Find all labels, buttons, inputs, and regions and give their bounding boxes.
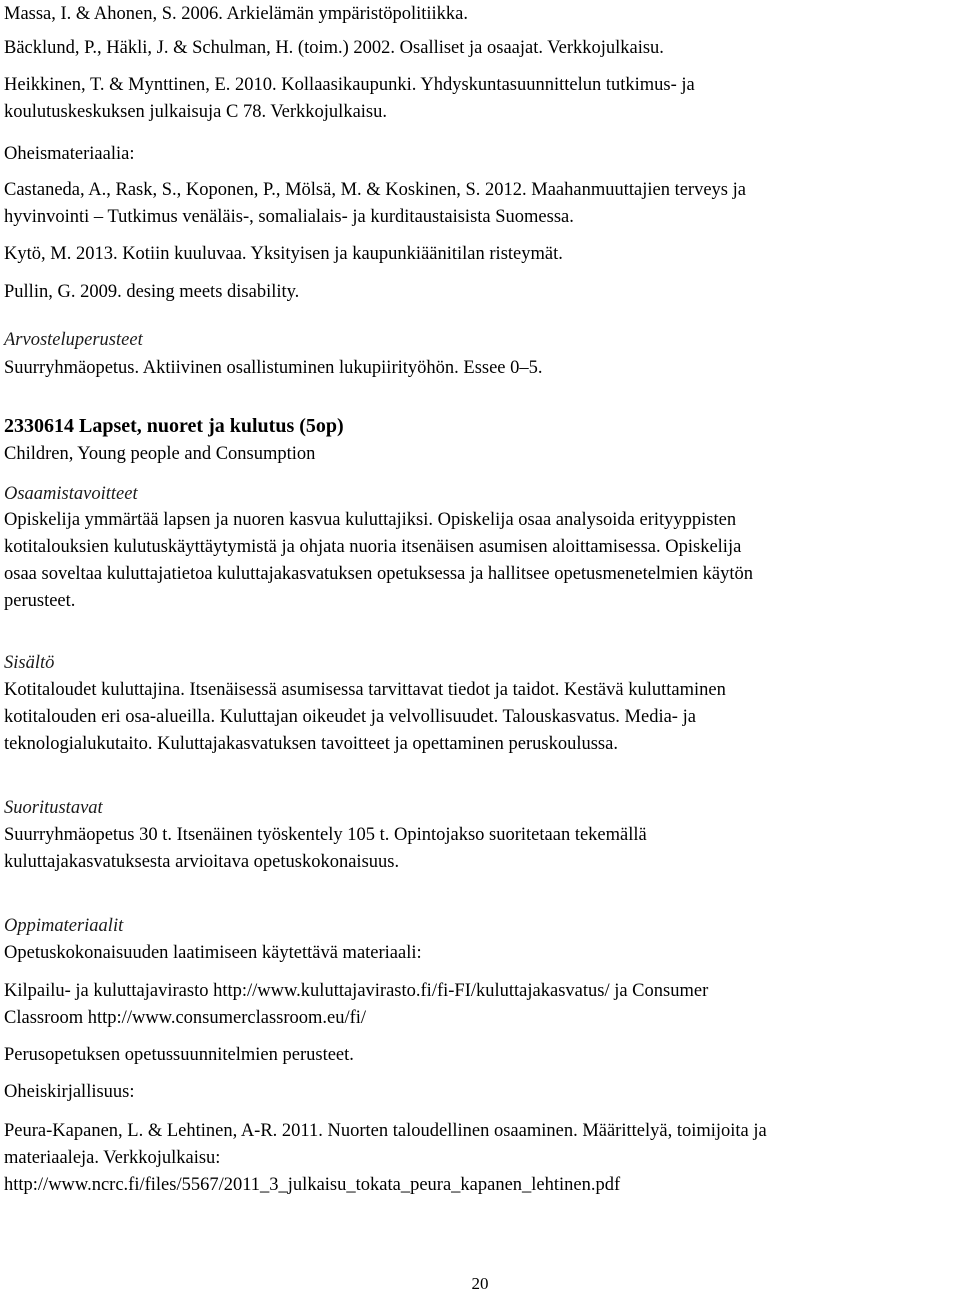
paragraph-line: Opiskelija ymmärtää lapsen ja nuoren kasvua kuluttajiksi. Opiskelija osaa analysoida erityyppisten [4,510,737,530]
reference-line: Castaneda, A., Rask, S., Koponen, P., Mölsä, M. & Koskinen, S. 2012. Maahanmuuttajien terveys ja [4,180,746,200]
content-heading: Sisältö [4,653,55,673]
reference-line: materiaaleja. Verkkojulkaisu: [4,1148,221,1168]
reference-line: Peura-Kapanen, L. & Lehtinen, A-R. 2011. Nuorten taloudellinen osaaminen. Määrittelyä, toimijoita ja [4,1121,767,1141]
reference-line: Bäcklund, P., Häkli, J. & Schulman, H. (toim.) 2002. Osalliset ja osaajat. Verkkojulkaisu. [4,38,664,58]
paragraph-line: kotitalouden eri osa-alueilla. Kuluttajan oikeudet ja velvollisuudet. Talouskasvatus. Media- ja [4,707,696,727]
paragraph-line: kotitalouksien kulutuskäyttäytymistä ja ohjata nuoria itsenäisen asumisen aloittamisessa. Opiskelija [4,537,742,557]
reference-line: Kytö, M. 2013. Kotiin kuuluvaa. Yksityisen ja kaupunkiäänitilan risteymät. [4,244,563,264]
paragraph-line: osaa soveltaa kuluttajatietoa kuluttajakasvatuksen opetuksessa ja hallitsee opetusmenetelmien käytön [4,564,754,584]
paragraph-line: teknologialukutaito. Kuluttajakasvatuksen tavoitteet ja opettaminen peruskoulussa. [4,734,618,754]
assessment-heading: Arvosteluperusteet [4,330,143,350]
curriculum-line: Perusopetuksen opetussuunnitelmien perusteet. [4,1045,354,1065]
paragraph-line: perusteet. [4,591,76,611]
reference-line: Heikkinen, T. & Mynttinen, E. 2010. Kollaasikaupunki. Yhdyskuntasuunnittelun tutkimus- ja [4,75,695,95]
supplementary-label: Oheismateriaalia: [4,144,135,164]
page-number: 20 [471,1274,489,1293]
reference-line: hyvinvointi – Tutkimus venäläis-, somalialais- ja kurditaustaisista Suomessa. [4,207,574,227]
paragraph-line: kuluttajakasvatuksesta arvioitava opetuskokonaisuus. [4,852,400,872]
course-title: 2330614 Lapset, nuoret ja kulutus (5op) [4,415,344,437]
materials-intro: Opetuskokonaisuuden laatimiseen käytettävä materiaali: [4,943,422,963]
paragraph-line: Kotitaloudet kuluttajina. Itsenäisessä asumisessa tarvittavat tiedot ja taidot. Kestävä kuluttaminen [4,680,726,700]
reference-line: Massa, I. & Ahonen, S. 2006. Arkielämän ympäristöpolitiikka. [4,4,468,24]
reference-url: http://www.ncrc.fi/files/5567/2011_3_julkaisu_tokata_peura_kapanen_lehtinen.pdf [4,1175,621,1195]
materials-line: Kilpailu- ja kuluttajavirasto http://www.kuluttajavirasto.fi/fi-FI/kuluttajakasvatus/ ja Consumer [4,981,709,1001]
materials-heading: Oppimateriaalit [4,916,124,936]
reference-line: Pullin, G. 2009. desing meets disability. [4,282,300,302]
reference-line: koulutuskeskuksen julkaisuja C 78. Verkkojulkaisu. [4,102,387,122]
paragraph-line: Suurryhmäopetus 30 t. Itsenäinen työskentely 105 t. Opintojakso suoritetaan tekemällä [4,825,647,845]
assessment-text: Suurryhmäopetus. Aktiivinen osallistuminen lukupiirityöhön. Essee 0–5. [4,358,543,378]
learning-outcomes-heading: Osaamistavoitteet [4,484,138,504]
course-subtitle: Children, Young people and Consumption [4,444,316,464]
completion-heading: Suoritustavat [4,798,103,818]
extra-literature-label: Oheiskirjallisuus: [4,1082,135,1102]
materials-line: Classroom http://www.consumerclassroom.eu/fi/ [4,1008,367,1028]
